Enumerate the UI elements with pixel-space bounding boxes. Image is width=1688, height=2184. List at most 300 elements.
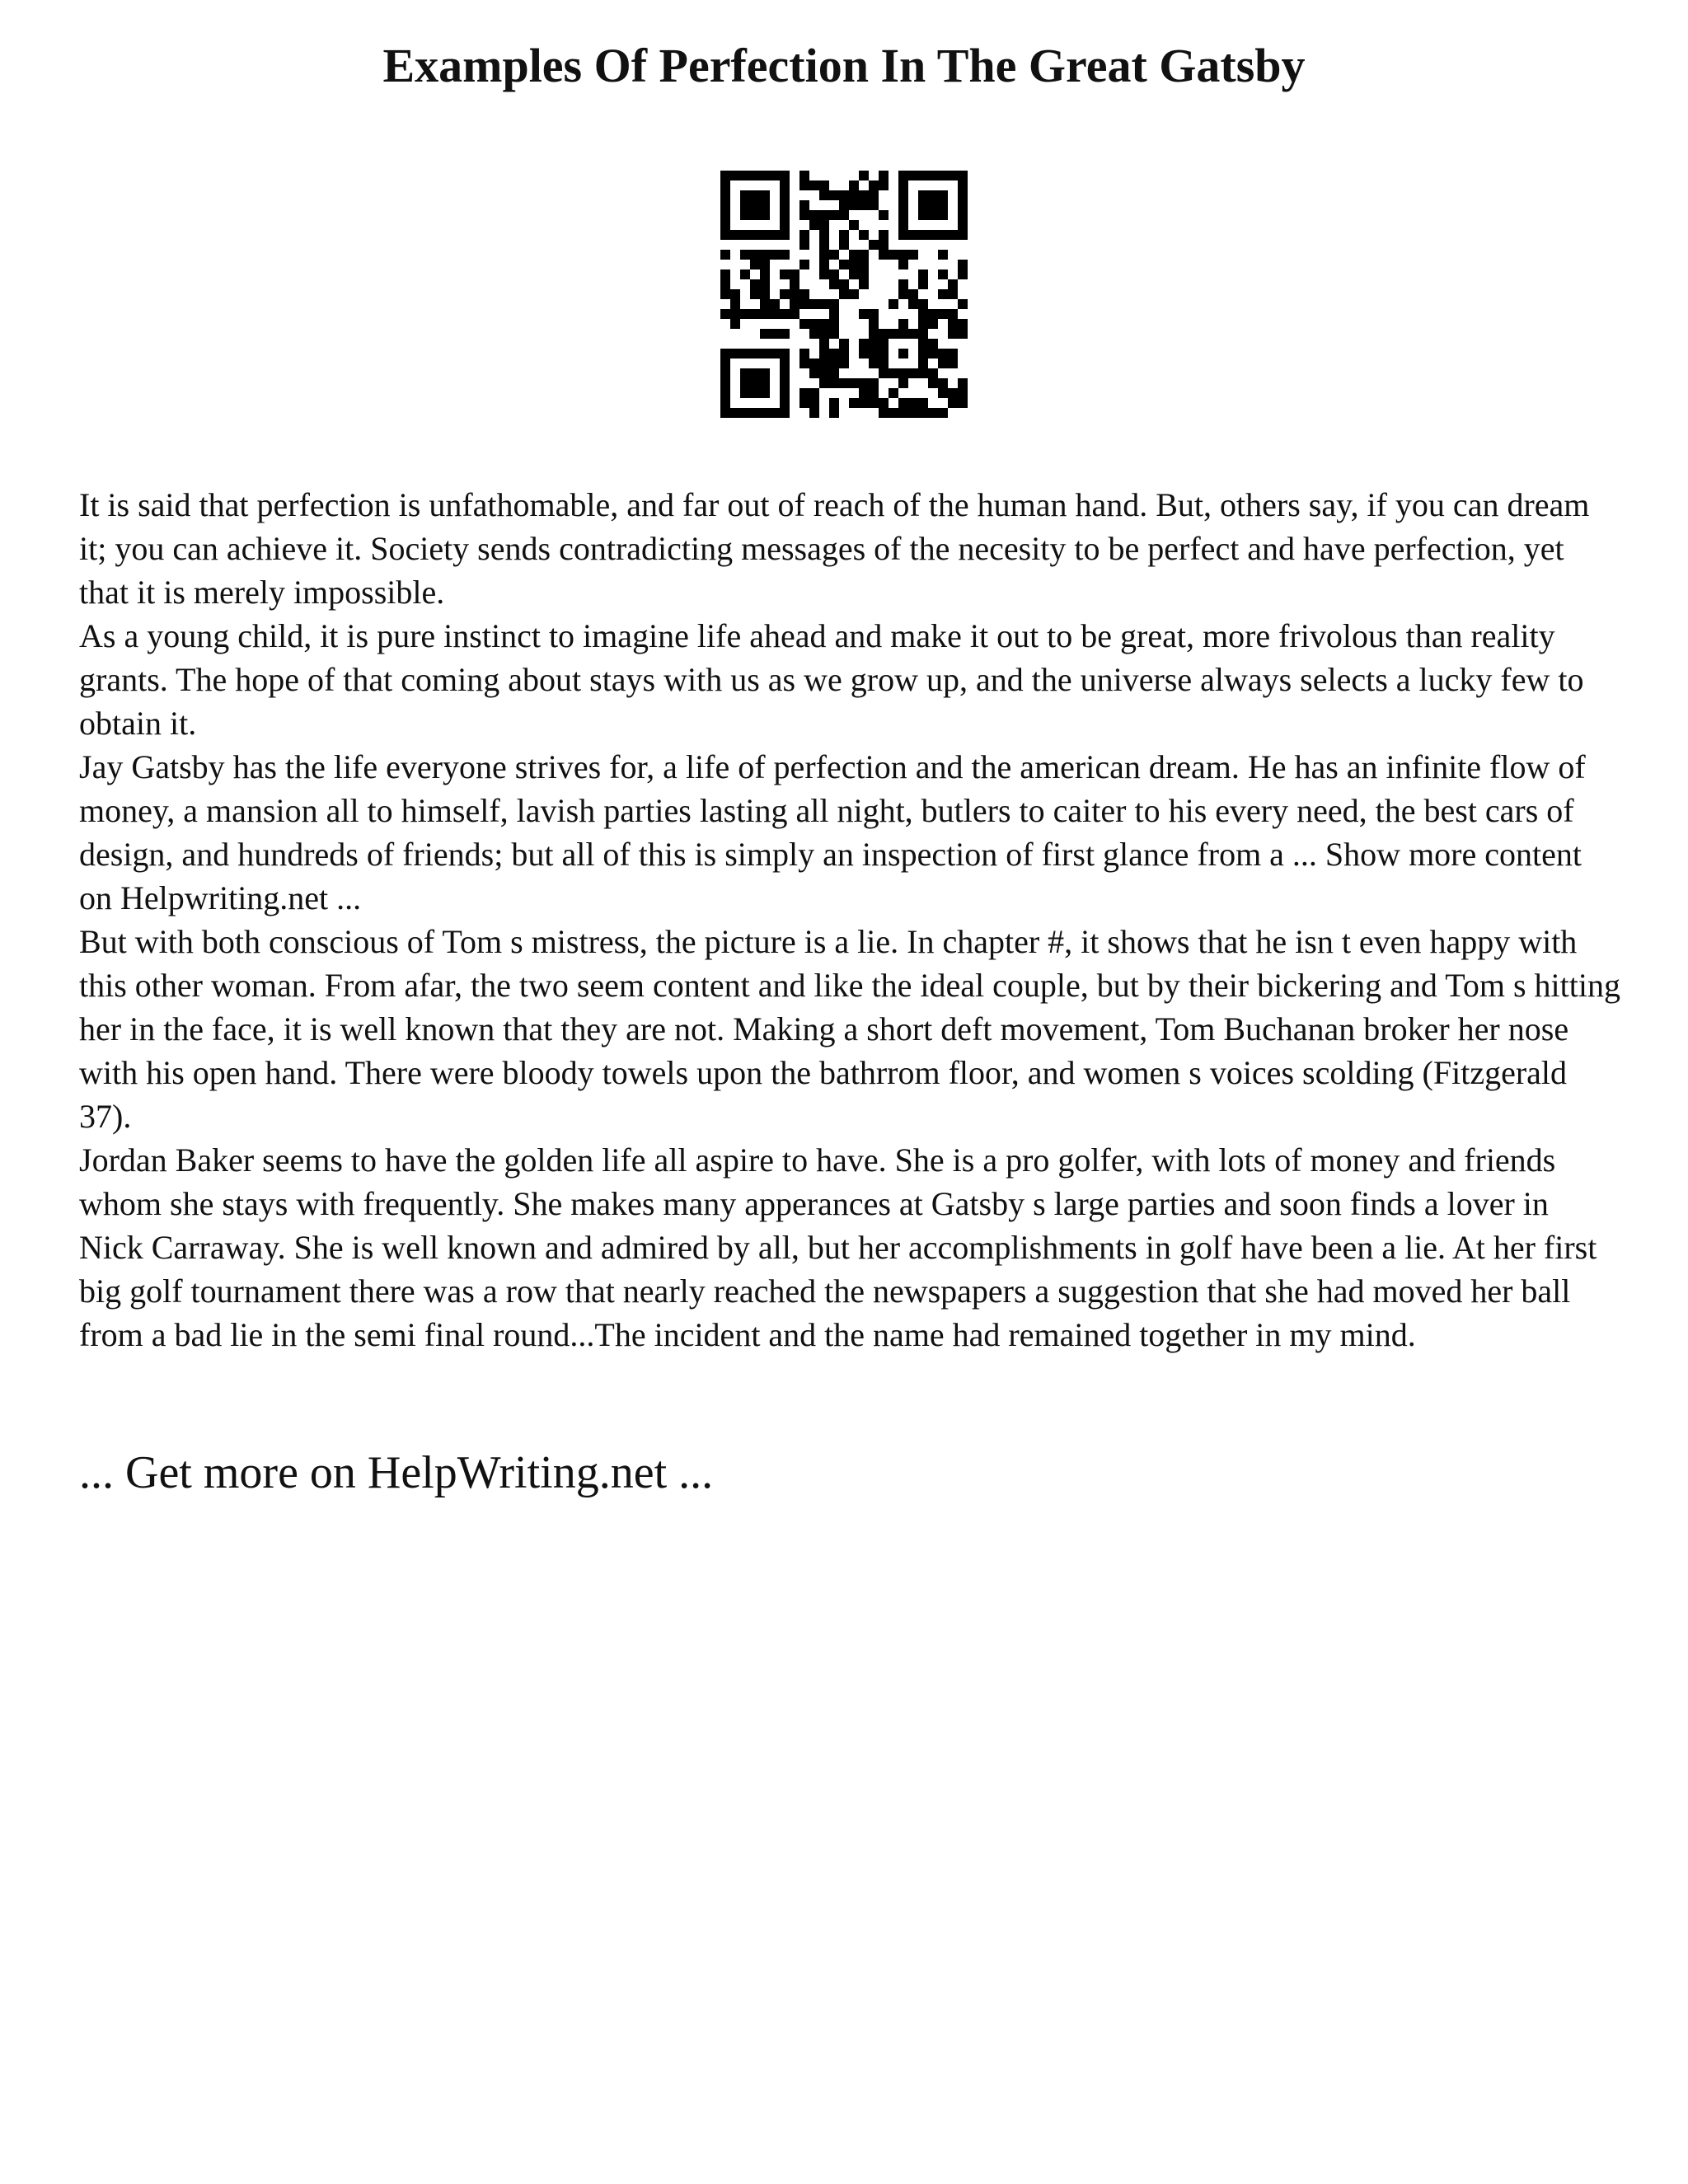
qr-module	[918, 190, 928, 200]
qr-module	[859, 378, 869, 388]
qr-module	[730, 309, 740, 319]
qr-module	[829, 279, 839, 289]
qr-module	[849, 269, 859, 279]
qr-module	[879, 368, 889, 378]
qr-module	[829, 349, 839, 359]
qr-module	[958, 329, 968, 339]
qr-module	[740, 171, 750, 180]
qr-module	[750, 250, 760, 260]
qr-module	[839, 210, 849, 220]
qr-module	[819, 260, 829, 269]
qr-module	[799, 260, 809, 269]
qr-module	[918, 319, 928, 329]
qr-module	[720, 309, 730, 319]
qr-module	[849, 190, 859, 200]
qr-module	[958, 388, 968, 398]
essay-paragraph: But with both conscious of Tom s mistress, the picture is a lie. In chapter #, it shows that he isn t even happy with this other woman. From afar, the two seem content and like the ideal couple, but by their bickering and Tom s hitting her in the face, it is well known that they are not. Making a short deft movement, Tom Buchanan broker her nose with his open hand. There were bloody towels upon the bathrrom floor, and women s voices scolding (Fitzgerald 37).	[79, 923, 1620, 1135]
essay-paragraph: It is said that perfection is unfathomable, and far out of reach of the human hand. But, others say, if you can dream it; you can achieve it. Society sends contradicting messages of the necesity to be perfect and have perfection, yet that it is merely impossible.	[79, 486, 1590, 611]
qr-module	[750, 171, 760, 180]
qr-module	[780, 368, 790, 378]
qr-module	[760, 210, 770, 220]
qr-module	[780, 329, 790, 339]
qr-module	[918, 230, 928, 240]
qr-module	[898, 349, 908, 359]
qr-module	[839, 279, 849, 289]
qr-module	[829, 408, 839, 418]
qr-module	[760, 299, 770, 309]
qr-module	[869, 309, 879, 319]
qr-module	[958, 230, 968, 240]
qr-module	[760, 279, 770, 289]
qr-module	[869, 200, 879, 210]
qr-module	[799, 359, 809, 368]
qr-module	[720, 250, 730, 260]
qr-module	[839, 260, 849, 269]
qr-module	[849, 250, 859, 260]
qr-module	[780, 180, 790, 190]
qr-module	[770, 349, 780, 359]
qr-module	[720, 359, 730, 368]
qr-module	[760, 190, 770, 200]
qr-module	[750, 279, 760, 289]
qr-module	[958, 378, 968, 388]
qr-module	[859, 230, 869, 240]
qr-module	[760, 368, 770, 378]
qr-module	[720, 388, 730, 398]
qr-module	[740, 190, 750, 200]
qr-module	[730, 319, 740, 329]
qr-module	[819, 210, 829, 220]
qr-module	[928, 230, 938, 240]
qr-module	[829, 190, 839, 200]
qr-module	[730, 349, 740, 359]
qr-module	[780, 408, 790, 418]
qr-module	[799, 210, 809, 220]
qr-module	[889, 388, 898, 398]
qr-module	[839, 190, 849, 200]
qr-module	[740, 378, 750, 388]
qr-module	[869, 398, 879, 408]
qr-module	[720, 210, 730, 220]
qr-module	[720, 269, 730, 279]
qr-module	[898, 210, 908, 220]
qr-module	[809, 329, 819, 339]
qr-module	[908, 368, 918, 378]
qr-module	[938, 378, 948, 388]
qr-module	[958, 180, 968, 190]
qr-module	[879, 240, 889, 250]
get-more-link[interactable]: ... Get more on HelpWriting.net ...	[79, 1447, 714, 1498]
qr-module	[908, 250, 918, 260]
qr-module	[730, 171, 740, 180]
qr-module	[928, 319, 938, 329]
qr-module	[869, 240, 879, 250]
qr-module	[869, 329, 879, 339]
qr-module	[948, 398, 958, 408]
qr-module	[928, 339, 938, 349]
qr-module	[938, 349, 948, 359]
qr-module	[859, 309, 869, 319]
qr-module	[849, 200, 859, 210]
qr-module	[720, 378, 730, 388]
qr-module	[839, 230, 849, 240]
qr-module	[938, 210, 948, 220]
qr-module	[819, 230, 829, 240]
qr-module	[869, 359, 879, 368]
qr-module	[780, 200, 790, 210]
qr-module	[790, 269, 799, 279]
qr-module	[740, 388, 750, 398]
qr-module	[829, 210, 839, 220]
qr-module	[730, 289, 740, 299]
qr-module	[948, 230, 958, 240]
qr-module	[938, 250, 948, 260]
qr-module	[829, 309, 839, 319]
qr-module	[958, 171, 968, 180]
qr-module	[918, 210, 928, 220]
qr-module	[760, 200, 770, 210]
qr-module	[799, 200, 809, 210]
qr-module	[720, 368, 730, 378]
qr-module	[829, 368, 839, 378]
qr-module	[908, 171, 918, 180]
qr-module	[938, 289, 948, 299]
qr-module	[809, 180, 819, 190]
qr-module	[938, 309, 948, 319]
qr-module	[780, 359, 790, 368]
qr-module	[720, 349, 730, 359]
qr-module	[898, 260, 908, 269]
qr-module	[859, 398, 869, 408]
qr-module	[918, 339, 928, 349]
qr-module	[780, 220, 790, 230]
qr-module	[928, 171, 938, 180]
qr-module	[948, 289, 958, 299]
qr-module	[958, 299, 968, 309]
qr-module	[859, 349, 869, 359]
qr-module	[918, 408, 928, 418]
qr-module	[958, 220, 968, 230]
qr-module	[799, 240, 809, 250]
qr-module	[898, 171, 908, 180]
qr-module	[849, 220, 859, 230]
qr-module	[799, 398, 809, 408]
qr-module	[829, 250, 839, 260]
qr-module	[750, 190, 760, 200]
qr-module	[760, 260, 770, 269]
qr-module	[948, 349, 958, 359]
qr-module	[760, 349, 770, 359]
qr-module	[938, 171, 948, 180]
qr-module	[770, 329, 780, 339]
qr-module	[750, 408, 760, 418]
qr-module	[799, 388, 809, 398]
qr-module	[958, 190, 968, 200]
qr-module	[819, 190, 829, 200]
qr-module	[730, 299, 740, 309]
qr-module	[829, 319, 839, 329]
qr-module	[829, 398, 839, 408]
qr-module	[720, 180, 730, 190]
qr-module	[928, 309, 938, 319]
qr-module	[958, 398, 968, 408]
qr-module	[780, 230, 790, 240]
qr-module	[819, 250, 829, 260]
qr-code-icon[interactable]	[720, 171, 968, 418]
essay-paragraph: Jordan Baker seems to have the golden life all aspire to have. She is a pro golfer, with lots of money and friends whom she stays with frequently. She makes many apperances at Gatsby s large parties and soon finds a lover in Nick Carraway. She is well known and admired by all, but her accomplishments in golf have been a lie. At her first big golf tournament there was a row that nearly reached the newspapers a suggestion that she had moved her ball from a bad lie in the semi final round...The incident and the name had remained together in my mind.	[79, 1141, 1597, 1353]
qr-module	[938, 230, 948, 240]
qr-module	[720, 230, 730, 240]
qr-module	[869, 339, 879, 349]
qr-module	[859, 171, 869, 180]
qr-module	[790, 299, 799, 309]
qr-module	[898, 220, 908, 230]
qr-module	[790, 279, 799, 289]
qr-module	[740, 230, 750, 240]
qr-module	[760, 289, 770, 299]
qr-module	[938, 408, 948, 418]
qr-module	[898, 289, 908, 299]
qr-module	[879, 359, 889, 368]
qr-module	[948, 359, 958, 368]
qr-module	[879, 329, 889, 339]
qr-module	[750, 260, 760, 269]
qr-module	[720, 220, 730, 230]
qr-module	[879, 171, 889, 180]
qr-module	[849, 378, 859, 388]
qr-module	[809, 359, 819, 368]
qr-module	[760, 250, 770, 260]
qr-module	[760, 171, 770, 180]
qr-module	[819, 299, 829, 309]
qr-module	[720, 171, 730, 180]
qr-module	[819, 269, 829, 279]
qr-module	[829, 269, 839, 279]
qr-module	[780, 171, 790, 180]
qr-module	[720, 200, 730, 210]
qr-module	[918, 200, 928, 210]
qr-module	[889, 299, 898, 309]
qr-module	[839, 349, 849, 359]
qr-module	[740, 250, 750, 260]
qr-module	[928, 378, 938, 388]
qr-module	[839, 359, 849, 368]
qr-module	[879, 210, 889, 220]
qr-module	[938, 388, 948, 398]
qr-module	[720, 289, 730, 299]
qr-module	[898, 279, 908, 289]
qr-module	[780, 378, 790, 388]
qr-module	[740, 408, 750, 418]
qr-module	[839, 240, 849, 250]
qr-module	[908, 408, 918, 418]
qr-module	[809, 220, 819, 230]
qr-module	[958, 269, 968, 279]
qr-module	[898, 408, 908, 418]
qr-module	[839, 289, 849, 299]
qr-module	[869, 190, 879, 200]
qr-module	[780, 388, 790, 398]
essay-body	[79, 483, 1620, 1357]
qr-module	[859, 339, 869, 349]
qr-module	[760, 388, 770, 398]
qr-module	[938, 269, 948, 279]
qr-module	[898, 180, 908, 190]
qr-module	[819, 368, 829, 378]
qr-code-graphic	[720, 171, 968, 418]
qr-module	[799, 180, 809, 190]
qr-module	[869, 378, 879, 388]
qr-module	[760, 309, 770, 319]
qr-module	[918, 368, 928, 378]
qr-module	[879, 250, 889, 260]
qr-module	[819, 329, 829, 339]
qr-module	[898, 200, 908, 210]
qr-module	[770, 309, 780, 319]
qr-module	[809, 368, 819, 378]
qr-module	[790, 289, 799, 299]
qr-module	[918, 398, 928, 408]
qr-module	[819, 378, 829, 388]
qr-module	[918, 299, 928, 309]
qr-module	[928, 368, 938, 378]
qr-module	[790, 309, 799, 319]
qr-module	[819, 240, 829, 250]
qr-module	[879, 230, 889, 240]
qr-module	[780, 210, 790, 220]
qr-module	[720, 279, 730, 289]
qr-module	[898, 329, 908, 339]
page-title: Examples Of Perfection In The Great Gatsby	[382, 39, 1306, 92]
qr-module	[898, 368, 908, 378]
qr-module	[799, 299, 809, 309]
qr-module	[849, 260, 859, 269]
qr-module	[799, 171, 809, 180]
qr-module	[760, 408, 770, 418]
qr-module	[809, 210, 819, 220]
qr-module	[750, 368, 760, 378]
qr-module	[780, 250, 790, 260]
qr-module	[720, 398, 730, 408]
qr-module	[809, 408, 819, 418]
qr-module	[740, 309, 750, 319]
qr-module	[770, 408, 780, 418]
qr-module	[819, 339, 829, 349]
qr-module	[750, 349, 760, 359]
qr-module	[750, 378, 760, 388]
qr-module	[938, 359, 948, 368]
qr-module	[770, 250, 780, 260]
qr-module	[829, 359, 839, 368]
qr-module	[918, 359, 928, 368]
qr-module	[780, 349, 790, 359]
qr-module	[869, 319, 879, 329]
qr-module	[809, 299, 819, 309]
qr-module	[918, 171, 928, 180]
qr-module	[839, 378, 849, 388]
qr-module	[799, 319, 809, 329]
qr-module	[889, 329, 898, 339]
qr-module	[908, 398, 918, 408]
qr-module	[780, 269, 790, 279]
qr-module	[829, 378, 839, 388]
qr-module	[760, 329, 770, 339]
qr-module	[869, 349, 879, 359]
qr-module	[908, 329, 918, 339]
qr-module	[819, 349, 829, 359]
qr-module	[859, 200, 869, 210]
qr-module	[918, 349, 928, 359]
qr-module	[750, 289, 760, 299]
qr-module	[928, 210, 938, 220]
qr-module	[938, 200, 948, 210]
qr-module	[829, 329, 839, 339]
qr-module	[879, 180, 889, 190]
qr-module	[809, 398, 819, 408]
qr-module	[898, 230, 908, 240]
qr-module	[799, 230, 809, 240]
qr-module	[760, 269, 770, 279]
qr-module	[918, 279, 928, 289]
qr-module	[839, 339, 849, 349]
qr-module	[770, 230, 780, 240]
qr-module	[750, 388, 760, 398]
qr-module	[730, 230, 740, 240]
qr-module	[898, 250, 908, 260]
qr-module	[889, 368, 898, 378]
qr-module	[908, 230, 918, 240]
qr-module	[898, 319, 908, 329]
qr-module	[948, 329, 958, 339]
qr-module	[928, 349, 938, 359]
qr-module	[849, 180, 859, 190]
qr-module	[879, 349, 889, 359]
qr-module	[869, 180, 879, 190]
qr-module	[938, 190, 948, 200]
qr-module	[730, 408, 740, 418]
qr-module	[928, 408, 938, 418]
qr-module	[750, 210, 760, 220]
qr-module	[948, 309, 958, 319]
qr-module	[829, 299, 839, 309]
qr-module	[908, 289, 918, 299]
qr-module	[958, 210, 968, 220]
qr-module	[918, 329, 928, 339]
qr-module	[859, 260, 869, 269]
qr-module	[780, 289, 790, 299]
qr-module	[740, 349, 750, 359]
qr-module	[849, 289, 859, 299]
qr-module	[809, 319, 819, 329]
qr-module	[780, 190, 790, 200]
qr-module	[740, 210, 750, 220]
qr-module	[799, 289, 809, 299]
qr-module	[740, 269, 750, 279]
qr-module	[799, 349, 809, 359]
qr-module	[720, 408, 730, 418]
qr-module	[918, 269, 928, 279]
qr-module	[948, 388, 958, 398]
qr-module	[898, 378, 908, 388]
qr-module	[859, 190, 869, 200]
qr-module	[908, 299, 918, 309]
qr-module	[859, 388, 869, 398]
qr-module	[928, 190, 938, 200]
qr-module	[849, 398, 859, 408]
qr-module	[740, 200, 750, 210]
qr-module	[958, 200, 968, 210]
qr-module	[760, 230, 770, 240]
